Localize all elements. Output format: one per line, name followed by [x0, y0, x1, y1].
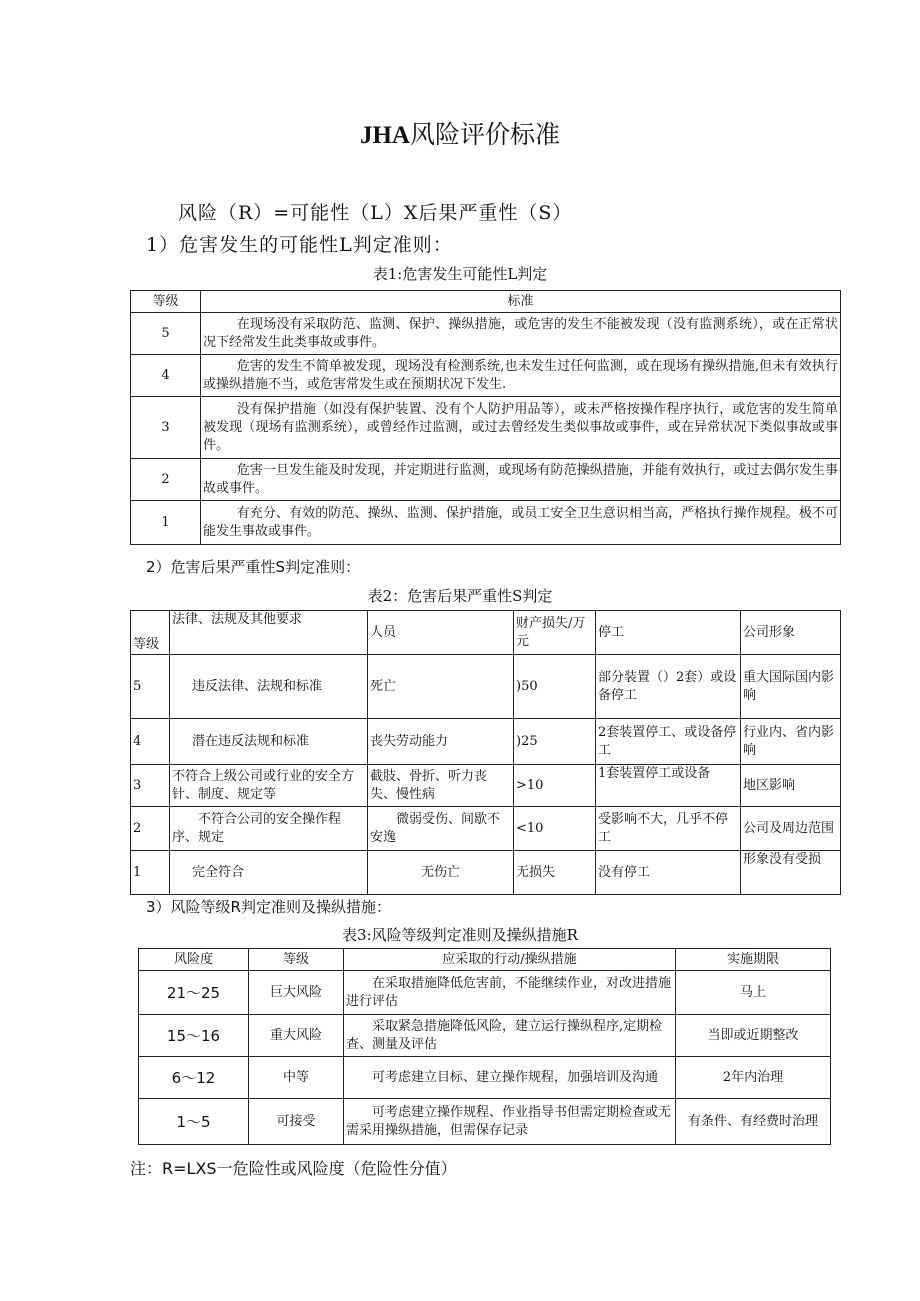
title-latin: JHA — [359, 122, 410, 149]
table-row — [131, 765, 841, 807]
table2-person: 无伤亡 — [368, 851, 514, 895]
table2-image: 形象没有受损 — [741, 851, 841, 895]
note-prefix: 注： — [130, 1159, 163, 1178]
table3-grade: 重大风险 — [249, 1015, 344, 1057]
table-row — [139, 1099, 831, 1145]
table3-grade: 可接受 — [249, 1099, 344, 1145]
table2-stop: 1套装置停工或设备 — [596, 765, 741, 807]
table1-desc: 有充分、有效的防范、操纵、监测、保护措施，或员工安全卫生意识相当高，严格执行操作规程。极不可能发生事故或事件。 — [201, 501, 841, 545]
table2-loss: )50 — [514, 655, 596, 719]
table2-image: 公司及周边范围 — [741, 807, 841, 851]
table3-limit: 马上 — [676, 971, 831, 1015]
footnote — [130, 1158, 457, 1180]
table2-level: 3 — [131, 765, 170, 807]
table3-header-range: 风险度 — [139, 949, 249, 971]
table2-stop: 受影响不大，几乎不停工 — [596, 807, 741, 851]
table1-level: 5 — [131, 313, 201, 355]
table3-range: 6～12 — [139, 1057, 249, 1099]
table-row — [131, 501, 841, 545]
table3-range: 15～16 — [139, 1015, 249, 1057]
likelihood-table — [130, 290, 841, 545]
table3-caption: 表3:风险等级判定准则及操纵措施R — [342, 926, 578, 944]
table-row — [131, 807, 841, 851]
risk-formula: 风险（R）=可能性（L）X后果严重性（S） — [178, 202, 573, 224]
table3-action: 可考虑建立目标、建立操作规程，加强培训及沟通 — [344, 1057, 676, 1099]
table-row — [131, 655, 841, 719]
table3-header-limit: 实施期限 — [676, 949, 831, 971]
table-row — [131, 851, 841, 895]
table3-limit: 2年内治理 — [676, 1057, 831, 1099]
table1-desc: 危害的发生不简单被发现，现场没有检测系统,也未发生过任何监测，或在现场有操纵措施,但未有效执行或操纵措施不当，或危害常发生或在预期状况下发生. — [201, 355, 841, 397]
section2-heading: 2）危害后果严重性S判定准则： — [146, 558, 361, 576]
table2-stop: 没有停工 — [596, 851, 741, 895]
table-row — [131, 355, 841, 397]
note-rest: 一危险性或风险度（危险性分值） — [216, 1159, 457, 1178]
table2-header-law: 法律、法规及其他要求 — [170, 611, 368, 655]
table2-person: 微弱受伤、间歇不安逸 — [368, 807, 514, 851]
table2-image: 行业内、省内影响 — [741, 719, 841, 765]
table2-person: 截肢、骨折、听力丧失、慢性病 — [368, 765, 514, 807]
table1-level: 2 — [131, 459, 201, 501]
table2-loss: <10 — [514, 807, 596, 851]
table1-header-standard: 标准 — [201, 291, 841, 313]
table3-header-grade: 等级 — [249, 949, 344, 971]
table2-level: 2 — [131, 807, 170, 851]
table3-limit: 有条件、有经费时治理 — [676, 1099, 831, 1145]
section3-heading: 3）风险等级R判定准则及操纵措施： — [146, 898, 391, 916]
table2-law: 不符合上级公司或行业的安全方针、制度、规定等 — [170, 765, 368, 807]
table1-header-row — [131, 291, 841, 313]
table3-action: 在采取措施降低危害前，不能继续作业，对改进措施进行评估 — [344, 971, 676, 1015]
table2-header-level: 等级 — [131, 611, 170, 655]
risk-level-table — [138, 948, 831, 1145]
table1-level: 4 — [131, 355, 201, 397]
table2-law: 不符合公司的安全操作程序、规定 — [170, 807, 368, 851]
table2-level: 5 — [131, 655, 170, 719]
table2-loss: >10 — [514, 765, 596, 807]
table-row — [131, 313, 841, 355]
table2-person: 死亡 — [368, 655, 514, 719]
table3-limit: 当即或近期整改 — [676, 1015, 831, 1057]
table2-level: 4 — [131, 719, 170, 765]
table2-header-person: 人员 — [368, 611, 514, 655]
note-formula: R=LXS — [162, 1159, 217, 1178]
table-row — [131, 397, 841, 459]
page-title — [0, 118, 920, 153]
table2-loss: )25 — [514, 719, 596, 765]
table1-desc: 没有保护措施（如没有保护装置、没有个人防护用品等），或未严格按操作程序执行，或危害的发生简单被发现（现场有监测系统），或曾经作过监测，或过去曾经发生类似事故或事件，或在异常状况下类似事故或事件。 — [201, 397, 841, 459]
table-row — [139, 1015, 831, 1057]
section1-heading: 1）危害发生的可能性L判定准则： — [146, 234, 453, 256]
table3-range: 21～25 — [139, 971, 249, 1015]
table1-header-level: 等级 — [131, 291, 201, 313]
table1-desc: 危害一旦发生能及时发现，并定期进行监测，或现场有防范操纵措施，并能有效执行，或过去偶尔发生事故或事件。 — [201, 459, 841, 501]
table3-action: 可考虑建立操作规程、作业指导书但需定期检查或无需采用操纵措施，但需保存记录 — [344, 1099, 676, 1145]
table-row — [139, 1057, 831, 1099]
table2-loss: 无损失 — [514, 851, 596, 895]
table2-image: 地区影响 — [741, 765, 841, 807]
table-row — [131, 719, 841, 765]
title-rest: 风险评价标准 — [409, 120, 560, 149]
table2-level: 1 — [131, 851, 170, 895]
table1-caption: 表1:危害发生可能性L判定 — [372, 265, 548, 283]
table-row — [131, 459, 841, 501]
table2-image: 重大国际国内影响 — [741, 655, 841, 719]
table2-law: 潜在违反法规和标准 — [170, 719, 368, 765]
table2-law: 违反法律、法规和标准 — [170, 655, 368, 719]
table3-range: 1～5 — [139, 1099, 249, 1145]
table2-stop: 部分装置（）2套）或设备停工 — [596, 655, 741, 719]
table2-person: 丧失劳动能力 — [368, 719, 514, 765]
table3-action: 采取紧急措施降低风险，建立运行操纵程序,定期检查、测量及评估 — [344, 1015, 676, 1057]
table3-header-row — [139, 949, 831, 971]
table3-header-action: 应采取的行动/操纵措施 — [344, 949, 676, 971]
table2-law: 完全符合 — [170, 851, 368, 895]
table2-header-stop: 停工 — [596, 611, 741, 655]
table2-header-image: 公司形象 — [741, 611, 841, 655]
table1-level: 3 — [131, 397, 201, 459]
table1-level: 1 — [131, 501, 201, 545]
table3-grade: 巨大风险 — [249, 971, 344, 1015]
table2-stop: 2套装置停工、或设备停工 — [596, 719, 741, 765]
table3-grade: 中等 — [249, 1057, 344, 1099]
severity-table — [130, 610, 841, 895]
table2-header-loss: 财产损失/万元 — [514, 611, 596, 655]
table-row — [139, 971, 831, 1015]
table2-header-row — [131, 611, 841, 655]
table2-caption: 表2：危害后果严重性S判定 — [367, 587, 553, 605]
table1-desc: 在现场没有采取防范、监测、保护、操纵措施，或危害的发生不能被发现（没有监测系统），或在正常状况下经常发生此类事故或事件。 — [201, 313, 841, 355]
